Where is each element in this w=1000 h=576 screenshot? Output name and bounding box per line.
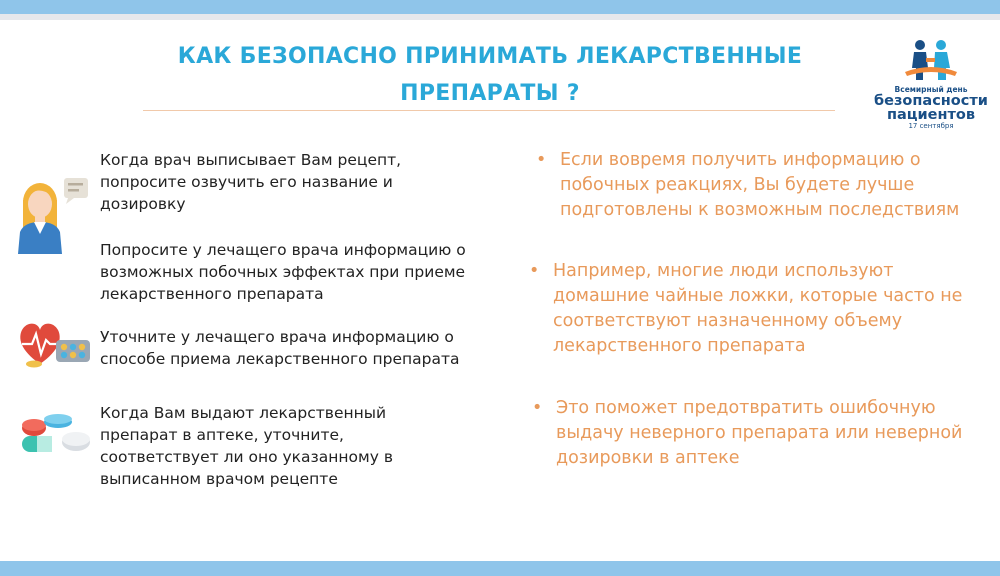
logo-line-2: безопасности: [874, 93, 988, 109]
slide-title: [140, 38, 840, 112]
heart-pills-icon: [16, 318, 92, 368]
right-bullet-3-text: Это поможет предотвратить ошибочную выдачу неверного препарата или неверной дозировки в аптеке: [556, 398, 963, 468]
logo-line-4: 17 сентября: [908, 122, 954, 130]
slide-title-line-1: КАК БЕЗОПАСНО ПРИНИМАТЬ ЛЕКАРСТВЕННЫЕ: [177, 44, 803, 69]
right-bullet-2: [529, 259, 973, 359]
top-band-shadow: [0, 14, 1000, 20]
doctor-icon: [16, 174, 94, 254]
right-bullet-2-text: Например, многие люди используют домашние чайные ложки, которые часто не соответствуют назначенному объему лекарственного препарата: [553, 261, 963, 356]
left-item-1-text: Когда врач выписывает Вам рецепт, попросите озвучить его название и дозировку: [100, 151, 402, 213]
slide-title-line-2: ПРЕПАРАТЫ ?: [400, 81, 580, 106]
right-bullet-1: [536, 148, 970, 223]
patient-safety-day-logo: [870, 38, 992, 138]
bullet-dot: •: [529, 261, 540, 281]
left-item-2-text: Попросите у лечащего врача информацию о возможных побочных эффектах при приеме лекарственного препарата: [100, 241, 466, 303]
pills-icon: [14, 408, 94, 458]
left-item-3-text: Уточните у лечащего врача информацию о способе приема лекарственного препарата: [100, 328, 460, 368]
right-bullet-3: [532, 396, 986, 471]
bullet-dot: •: [536, 150, 547, 170]
people-handshake-icon: [901, 38, 961, 84]
logo-line-1: Всемирный день: [894, 85, 968, 94]
title-divider: [143, 110, 835, 111]
bullet-dot: •: [532, 398, 543, 418]
logo-line-3: пациентов: [886, 107, 976, 123]
top-band: [0, 0, 1000, 14]
right-bullet-1-text: Если вовремя получить информацию о побочных реакциях, Вы будете лучше подготовлены к возможным последствиям: [560, 150, 960, 220]
bottom-band: [0, 561, 1000, 576]
left-item-4-text: Когда Вам выдают лекарственный препарат в аптеке, уточните, соответствует ли оно указанному в выписанном врачом рецепте: [100, 404, 393, 488]
